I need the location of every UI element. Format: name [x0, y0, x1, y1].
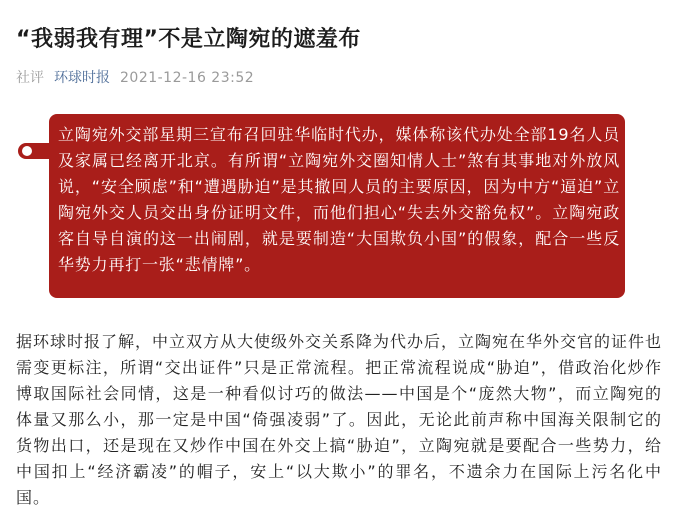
callout-dot-icon — [22, 146, 32, 156]
article-timestamp: 2021-12-16 23:52 — [120, 70, 255, 86]
article-body-paragraph: 据环球时报了解，中立双方从大使级外交关系降为代办后，立陶宛在华外交官的证件也需变更标注，所谓“交出证件”只是正常流程。把正常流程说成“胁迫”，借政治化炒作博取国际社会同情，这是一种看似讨巧的做法——中国是个“庞然大物”，而立陶宛的体量又那么小，那一定是中国“倚强凌弱”了。因此，无论此前声称中国海关限制它的货物出口，还是现在又炒作中国在外交上搞“胁迫”，立陶宛就是要配合一些势力，给中国扣上“经济霸凌”的帽子，安上“以大欺小”的罪名，不遗余力在国际上污名化中国。 — [16, 332, 663, 507]
summary-callout-text: 立陶宛外交部星期三宣布召回驻华临时代办，媒体称该代办处全部19名人员及家属已经离开北京。有所谓“立陶宛外交圈知情人士”煞有其事地对外放风说，“安全顾虑”和“遭遇胁迫”是其撤回人员的主要原因，因为中方“逼迫”立陶宛外交人员交出身份证明文件，而他们担心“失去外交豁免权”。立陶宛政客自导自演的这一出闹剧，就是要制造“大国欺负小国”的假象，配合一些反华势力再打一张“悲情牌”。 — [58, 125, 620, 274]
article-meta — [16, 67, 254, 87]
article-category[interactable]: 社评 — [16, 70, 44, 86]
article-title: “我弱我有理”不是立陶宛的遮羞布 — [16, 27, 361, 52]
article-source-link[interactable]: 环球时报 — [54, 70, 110, 86]
